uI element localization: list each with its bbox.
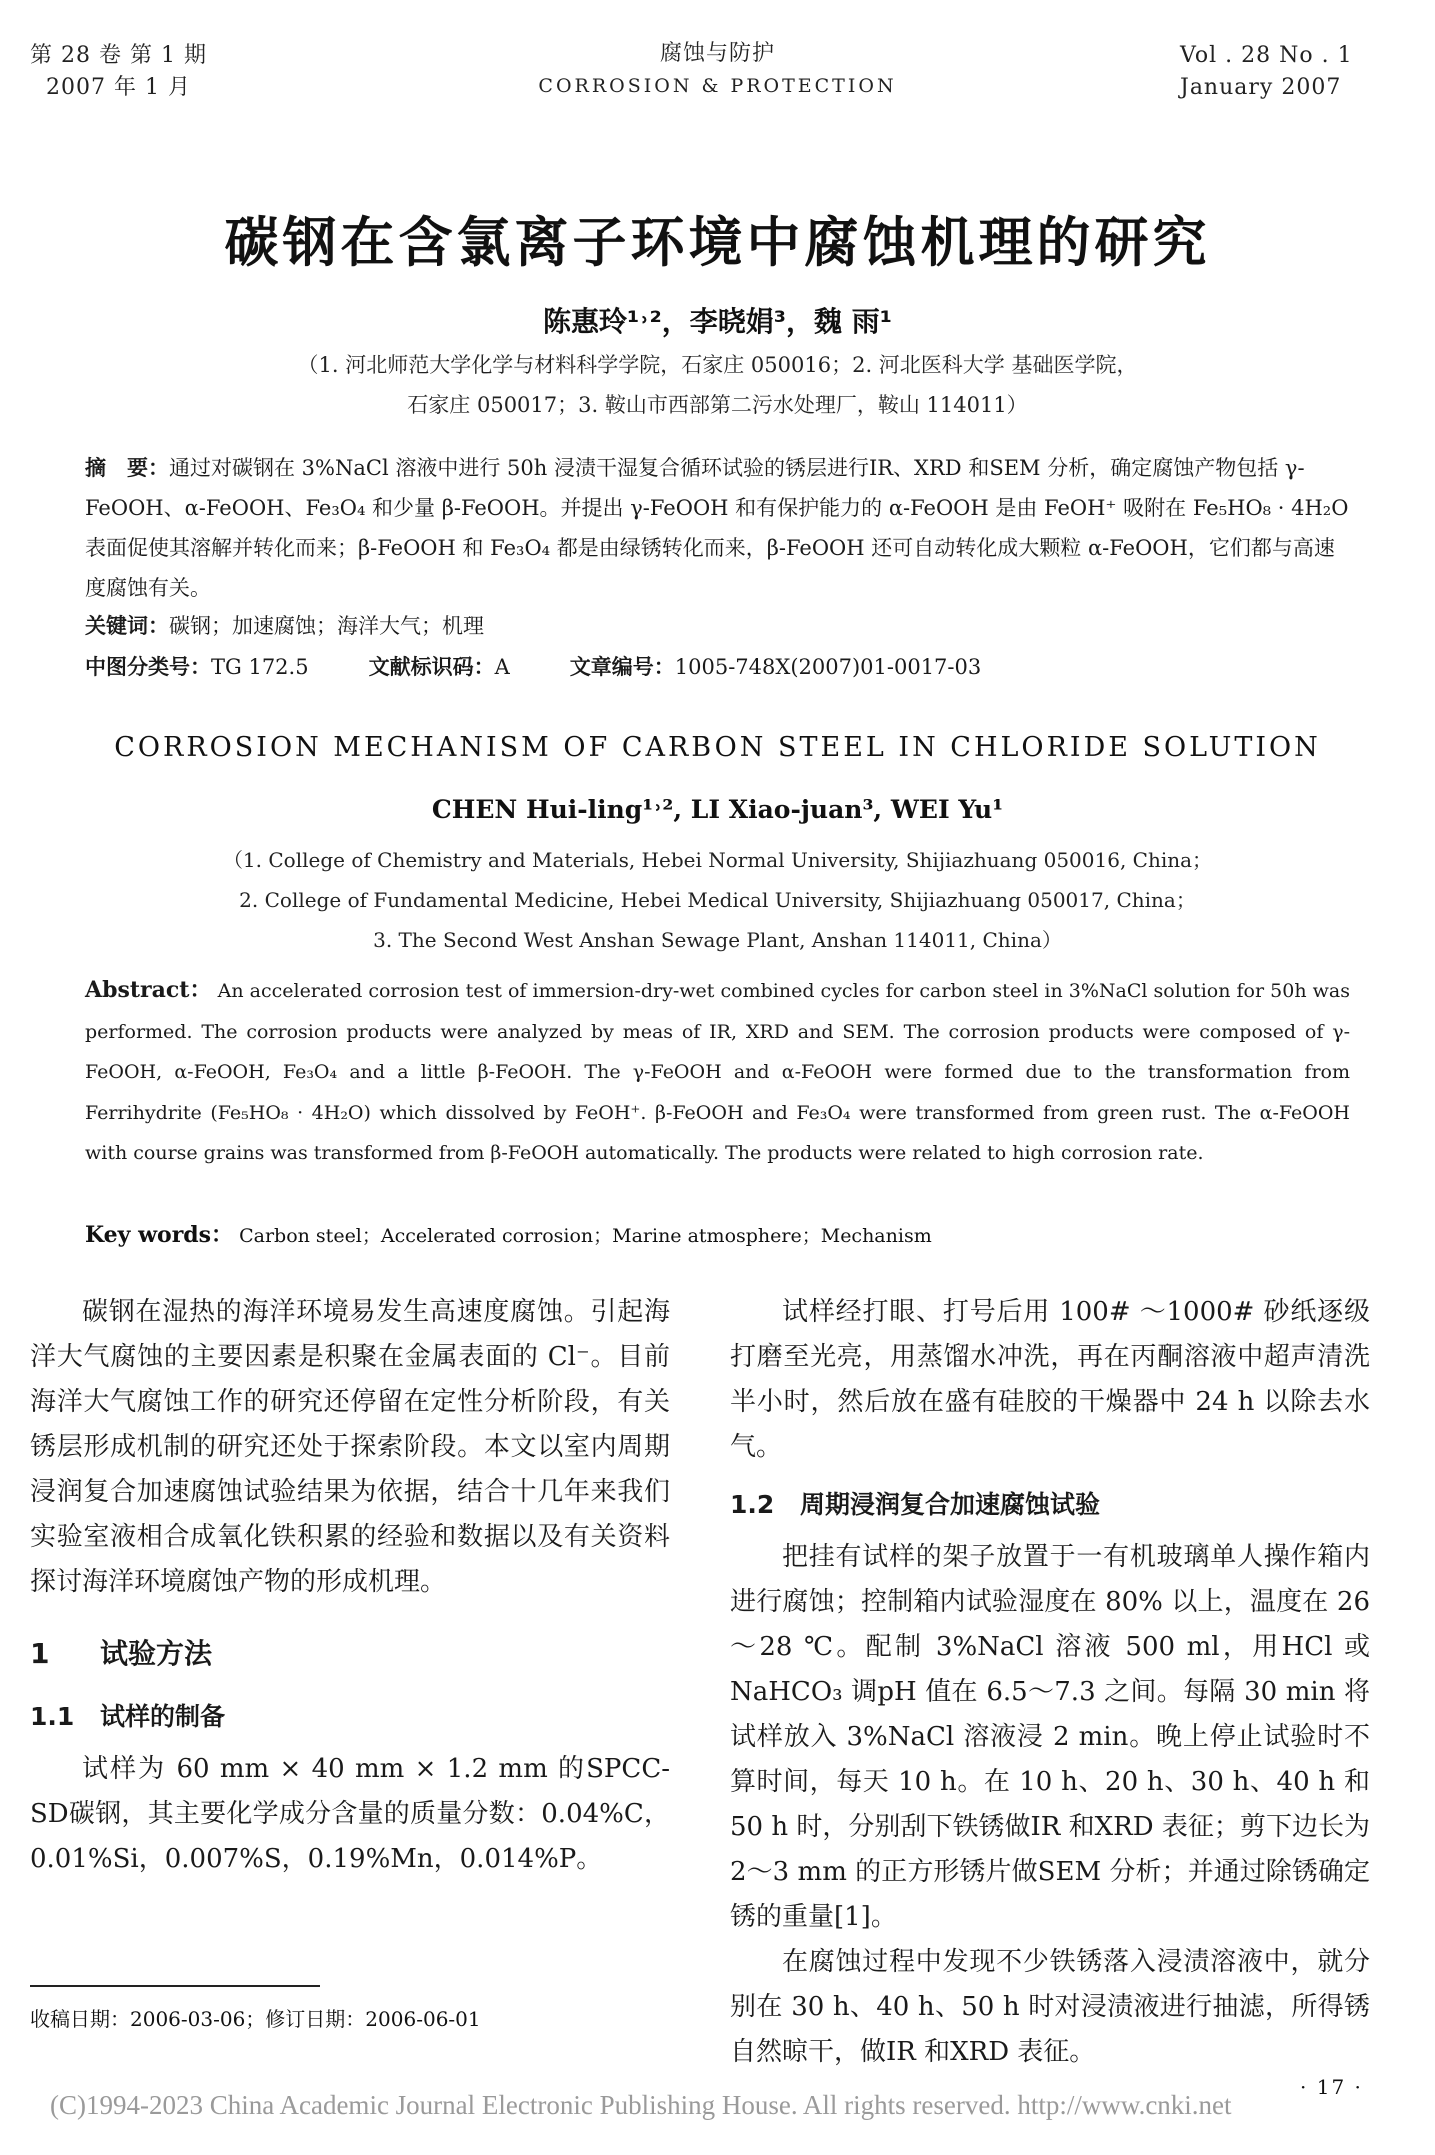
authors-en: CHEN Hui-ling¹˒², LI Xiao-juan³, WEI Yu¹ [431, 795, 1004, 824]
header-volume-cn: 第 28 卷 第 1 期 [30, 43, 207, 68]
header-date-en: January 2007 [1180, 75, 1342, 100]
abstract-en-label: Abstract： [85, 977, 212, 1003]
keywords-cn-label: 关键词： [85, 614, 169, 638]
affiliation-en-line-2: 2. College of Fundamental Medicine, Hebei Medical University, Shijiazhuang 050017, China； [239, 888, 1196, 912]
abstract-en [85, 970, 1350, 1174]
keywords-en [85, 1218, 1350, 1249]
header-volume-en: Vol . 28 No . 1 [1180, 43, 1353, 68]
doc-code-value: A [494, 655, 510, 679]
section-1-1-paragraph: 试样为 60 mm × 40 mm × 1.2 mm 的SPCC-SD碳钢，其主要化学成分含量的质量分数：0.04%C，0.01%Si，0.007%S，0.19%Mn，0.014%P。 [30, 1754, 670, 1874]
keywords-en-text: Carbon steel；Accelerated corrosion；Marine atmosphere；Mechanism [239, 1225, 932, 1247]
header-volume-en-block [1180, 40, 1353, 104]
footnote-rule [30, 1985, 320, 1987]
page-number: · 17 · [1300, 2075, 1363, 2099]
copyright-watermark: (C)1994-2023 China Academic Journal Electronic Publishing House. All rights reserved. http://www.cnki.net [50, 2090, 1232, 2120]
article-number-label: 文章编号： [569, 655, 675, 679]
sample-prep-paragraph: 试样经打眼、打号后用 100# ～1000# 砂纸逐级打磨至光亮，用蒸馏水冲洗，再在丙酮溶液中超声清洗半小时，然后放在盛有硅胶的干燥器中 24 h 以除去水气。 [730, 1297, 1370, 1462]
rust-filtration-paragraph: 在腐蚀过程中发现不少铁锈落入浸渍溶液中，就分别在 30 h、40 h、50 h 时对浸渍液进行抽滤，所得锈自然晾干，做IR 和XRD 表征。 [730, 1947, 1370, 2067]
doc-code-label: 文献标识码： [368, 655, 495, 679]
affiliation-cn-line-1: （1. 河北师范大学化学与材料科学学院，石家庄 050016；2. 河北医科大学 基础医学院， [297, 353, 1138, 377]
section-1-heading [30, 1631, 670, 1676]
received-date: 收稿日期：2006-03-06；修订日期：2006-06-01 [30, 2007, 481, 2031]
header-journal-en: CORROSION & PROTECTION [538, 75, 897, 97]
section-1-1-number: 1.1 [30, 1702, 75, 1731]
clc-label: 中图分类号： [85, 655, 211, 679]
affiliation-cn-line-2: 石家庄 050017；3. 鞍山市西部第二污水处理厂，鞍山 114011） [407, 393, 1028, 417]
section-1-2-heading [730, 1482, 1370, 1527]
classification-line [85, 647, 1350, 687]
clc-value: TG 172.5 [211, 655, 309, 679]
authors-cn: 陈惠玲¹˒²，李晓娟³，魏 雨¹ [542, 305, 893, 338]
section-1-2-paragraph: 把挂有试样的架子放置于一有机玻璃单人操作箱内进行腐蚀；控制箱内试验湿度在 80% 以上，温度在 26～28 ℃。配制 3%NaCl 溶液 500 ml，用HCl 或NaHCO₃ 调pH 值在 6.5～7.3 之间。每隔 30 min 将试样放入 3%NaCl 溶液浸 2 min。晚上停止试验时不算时间，每天 10 h。在 10 h、20 h、30 h、40 h 和 50 h 时，分别刮下铁锈做IR 和XRD 表征；剪下边长为 2～3 mm 的正方形锈片做SEM 分析；并通过除锈确定锈的重量[1]。 [730, 1542, 1370, 1932]
section-1-1-heading [30, 1694, 670, 1739]
section-1-title: 试验方法 [100, 1637, 213, 1670]
article-number-value: 1005-748X(2007)01-0017-03 [674, 655, 982, 679]
keywords-en-label: Key words： [85, 1222, 234, 1248]
header-journal-cn: 腐蚀与防护 [659, 41, 775, 66]
keywords-cn [85, 606, 1350, 646]
section-1-1-title: 试样的制备 [100, 1702, 226, 1731]
body-left-column [30, 1290, 670, 1882]
abstract-cn-label: 摘 要： [85, 456, 169, 480]
body-right-column [730, 1290, 1370, 2075]
paper-title-en: CORROSION MECHANISM OF CARBON STEEL IN CHLORIDE SOLUTION [114, 732, 1321, 763]
keywords-cn-text: 碳钢；加速腐蚀；海洋大气；机理 [169, 614, 484, 638]
abstract-cn-text: 通过对碳钢在 3%NaCl 溶液中进行 50h 浸渍干湿复合循环试验的锈层进行IR、XRD 和SEM 分析，确定腐蚀产物包括 γ-FeOOH、α-FeOOH、Fe₃O₄ 和少量 β-FeOOH。并提出 γ-FeOOH 和有保护能力的 α-FeOOH 是由 FeOH⁺ 吸附在 Fe₅HO₈ · 4H₂O 表面促使其溶解并转化而来；β-FeOOH 和 Fe₃O₄ 都是由绿锈转化而来，β-FeOOH 还可自动转化成大颗粒 α-FeOOH，它们都与高速度腐蚀有关。 [85, 456, 1349, 600]
intro-paragraph: 碳钢在湿热的海洋环境易发生高速度腐蚀。引起海洋大气腐蚀的主要因素是积聚在金属表面的 Cl⁻。目前海洋大气腐蚀工作的研究还停留在定性分析阶段，有关锈层形成机制的研究还处于探索阶段。本文以室内周期浸润复合加速腐蚀试验结果为依据，结合十几年来我们实验室液相合成氧化铁积累的经验和数据以及有关资料探讨海洋环境腐蚀产物的形成机理。 [30, 1297, 670, 1597]
header-date-cn: 2007 年 1 月 [46, 75, 191, 100]
section-1-2-title: 周期浸润复合加速腐蚀试验 [800, 1490, 1101, 1519]
affiliation-en-line-1: （1. College of Chemistry and Materials, Hebei Normal University, Shijiazhuang 050016, China； [222, 848, 1213, 872]
paper-title-cn: 碳钢在含氯离子环境中腐蚀机理的研究 [224, 211, 1211, 274]
abstract-en-text: An accelerated corrosion test of immersion-dry-wet combined cycles for carbon steel in 3%NaCl solution for 50h was performed. The corrosion products were analyzed by meas of IR, XRD and SEM. The corrosion products were composed of γ-FeOOH, α-FeOOH, Fe₃O₄ and a little β-FeOOH. The γ-FeOOH and α-FeOOH were formed due to the transformation from Ferrihydrite (Fe₅HO₈ · 4H₂O) which dissolved by FeOH⁺. β-FeOOH and Fe₃O₄ were transformed from green rust. The α-FeOOH with course grains was transformed from β-FeOOH automatically. The products were related to high corrosion rate. [85, 980, 1351, 1164]
section-1-number: 1 [30, 1637, 50, 1670]
section-1-2-number: 1.2 [730, 1490, 775, 1519]
abstract-cn [85, 448, 1350, 608]
affiliation-en-line-3: 3. The Second West Anshan Sewage Plant, Anshan 114011, China） [373, 928, 1062, 952]
